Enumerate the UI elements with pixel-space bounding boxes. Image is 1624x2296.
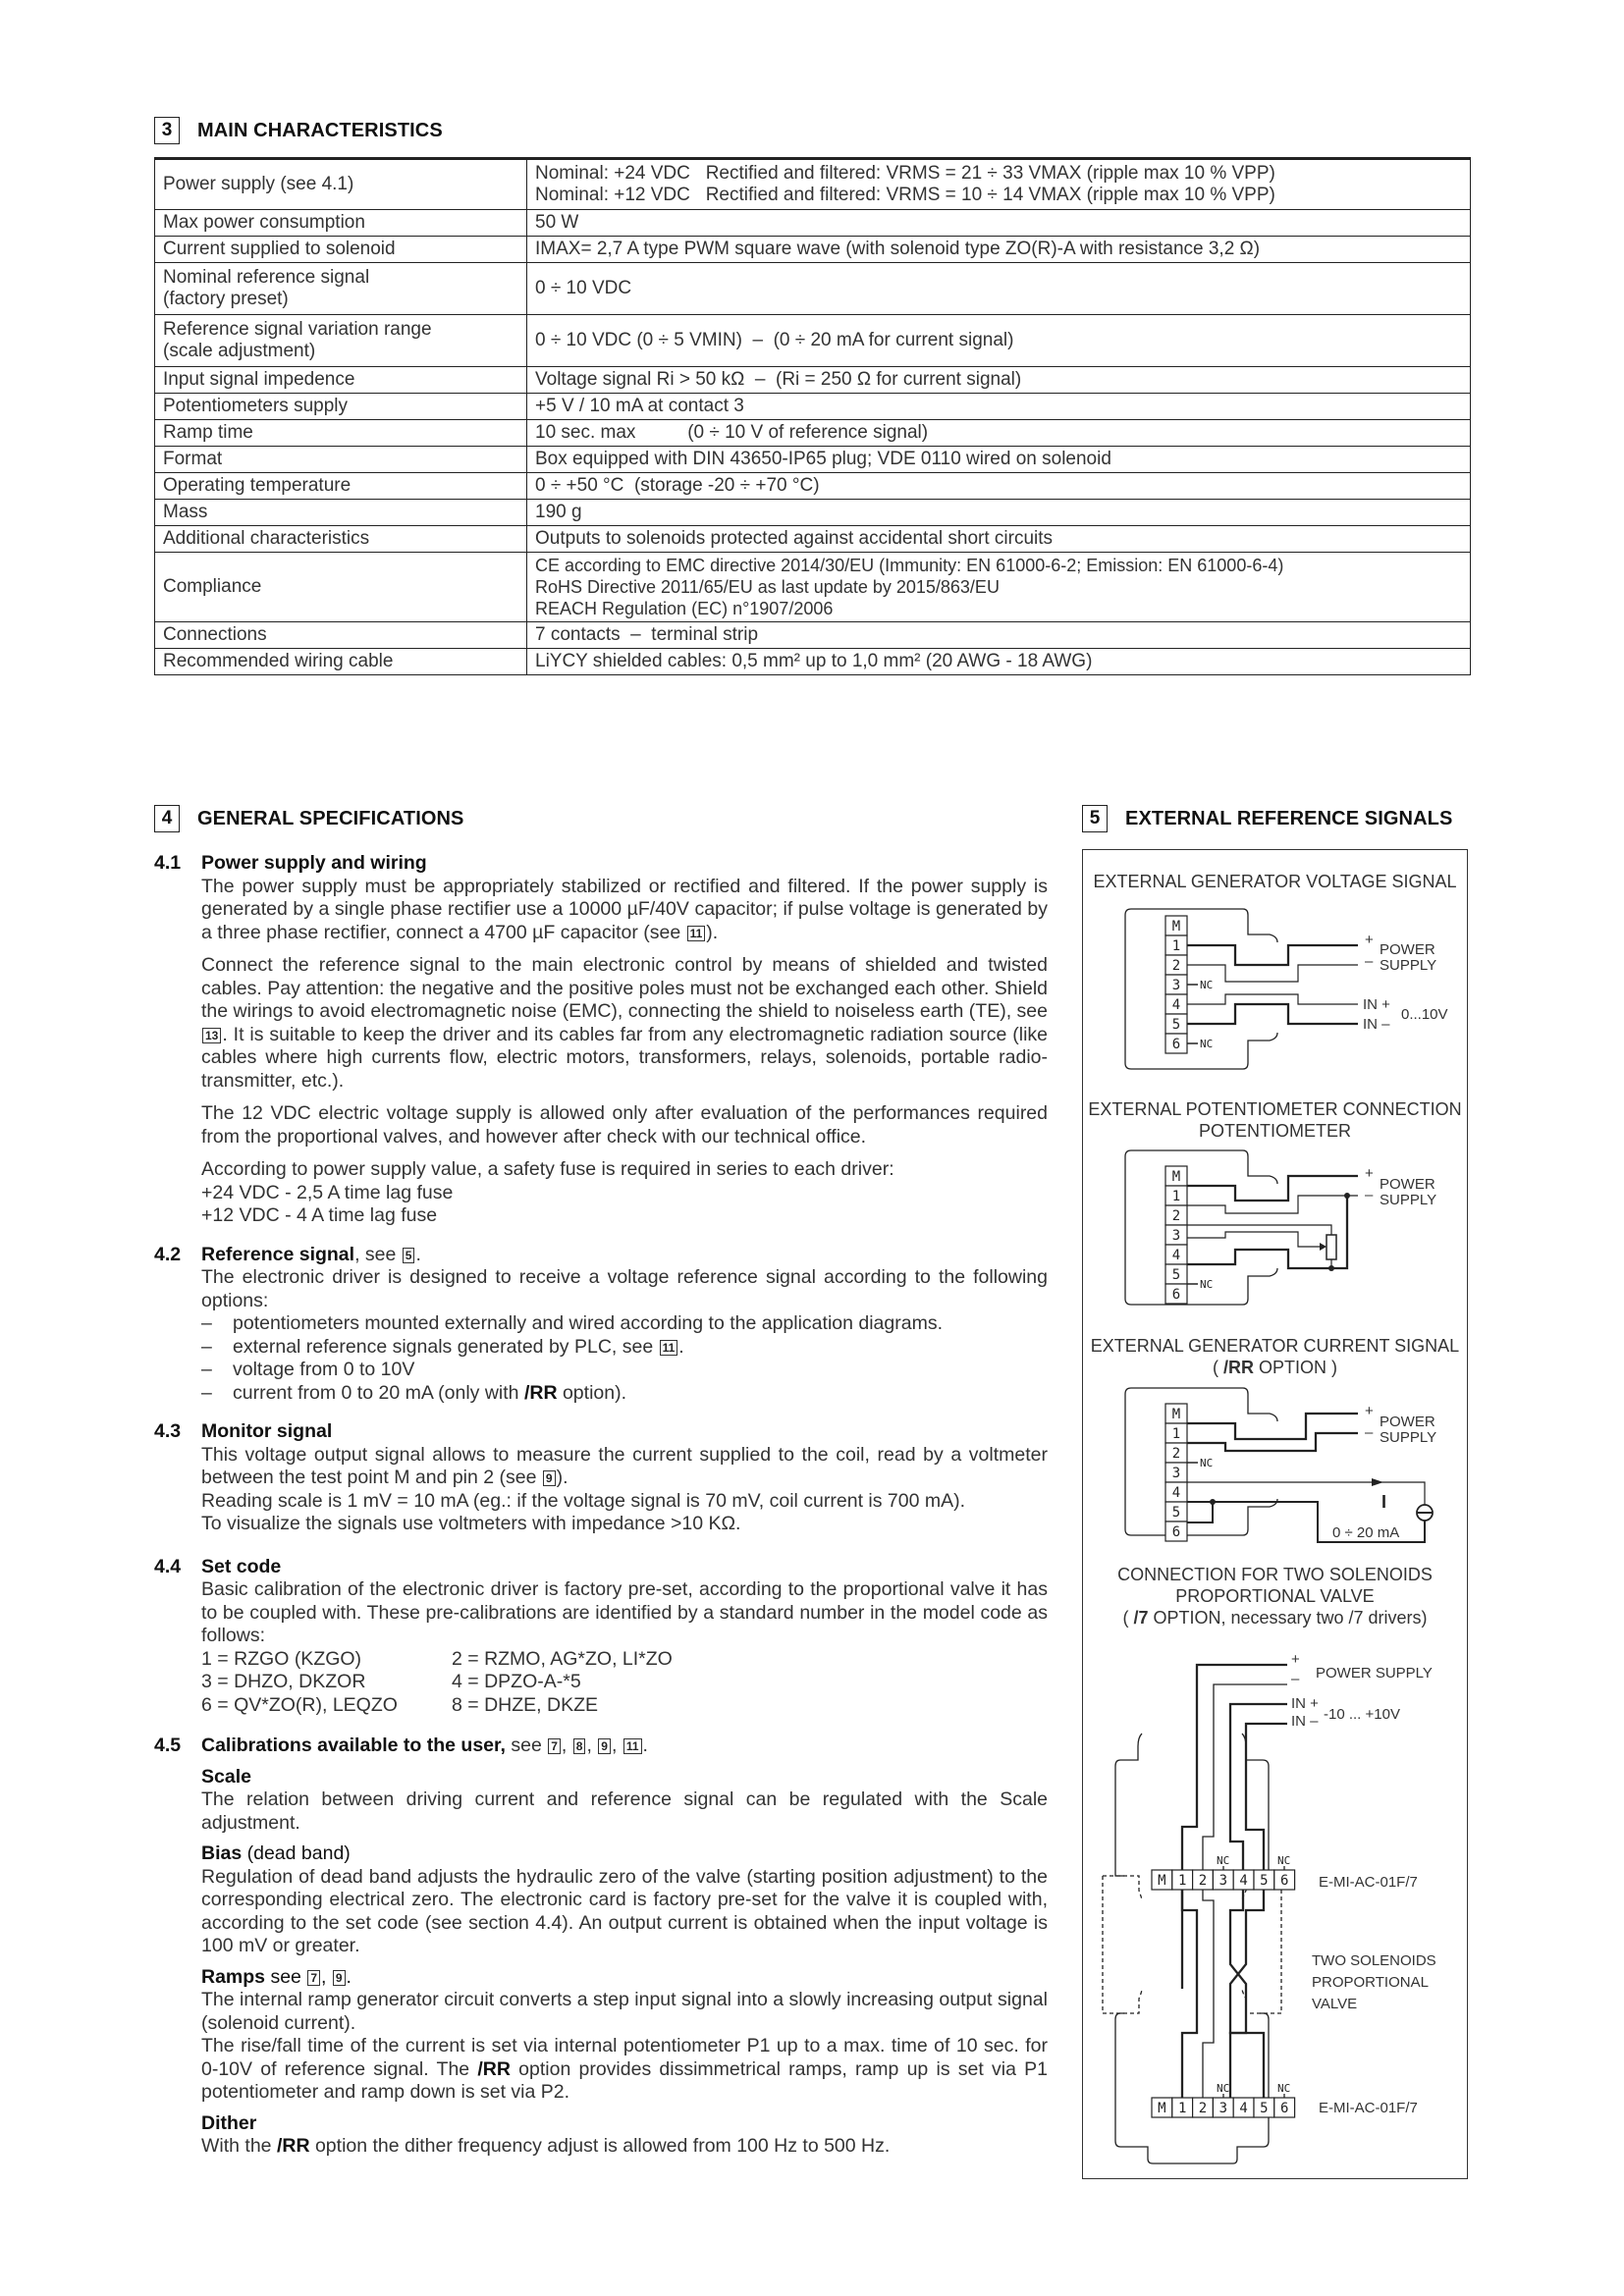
spec-key: Format <box>155 447 527 473</box>
diagram-label: + <box>1291 1651 1300 1668</box>
paragraph: The 12 VDC electric voltage supply is allowed only after evaluation of the performances required from the proportional valves, and however after check with our technical office. <box>201 1102 1048 1148</box>
spec-value <box>527 473 1471 500</box>
spec-value <box>527 263 1471 315</box>
pin-label: 4 <box>1171 1248 1181 1263</box>
spec-value <box>527 315 1471 367</box>
set-code: 1 = RZGO (KZGO) <box>201 1647 362 1670</box>
valve-label: VALVE <box>1312 1996 1358 2012</box>
main-characteristics-table <box>154 157 1471 675</box>
subsection-4-5: 4.5 Calibrations available to the user, see 7 , 8 , 9 , 11 . Scale The relation between driving current and reference signal can be regulated with the Scale adjustment. Bias (dead band) Regulation of dead band adjusts the hydraulic zero of the valve (starting position adjustment) to the corresponding electrical zero. The electronic card is factory pre-set for the valve it is coupled with, according to the set code (see section 4.4). An output current is obtained when the input voltage is 100 mV or greater. Ramps see 7 , 9 . The internal ramp generator circuit converts a step input signal into a slowly increasing output signal (solenoid current). The rise/fall time of the current is set via internal potentiometer P1 up to a max. time of 10 sec. for 0-10V of reference signal. The /RR option provides dissimmetrical ramps, ramp up is set via P1 potentiometer and ramp down is set via P2. Dither With the /RR option the dither frequency adjust is allowed from 100 Hz to 500 Hz. <box>154 1735 1048 2157</box>
subsection-4-4 <box>154 1556 1048 1718</box>
section-ref-link[interactable]: 9 <box>333 1970 346 1986</box>
diagram-label: IN – <box>1291 1713 1319 1730</box>
voltage-signal-wiring-diagram <box>1083 899 1469 1086</box>
section-4-header <box>154 805 464 832</box>
diagram-label: + <box>1365 1403 1374 1419</box>
diagram-label: POWER <box>1380 1414 1435 1430</box>
section-ref-link[interactable]: 11 <box>660 1340 678 1356</box>
set-code: 6 = QV*ZO(R), LEQZO <box>201 1693 398 1716</box>
pin-label: M <box>1171 1407 1181 1422</box>
pin-label: 1 <box>1171 1426 1181 1442</box>
section-ref-link[interactable]: 5 <box>403 1248 415 1263</box>
diagram-label: NC <box>1200 1457 1214 1469</box>
spec-value <box>527 649 1471 675</box>
paragraph: The electronic driver is designed to receive a voltage reference signal according to the following options: <box>201 1266 1048 1311</box>
section-3-header <box>154 117 443 144</box>
diagram-label: SUPPLY <box>1380 1429 1437 1446</box>
paragraph: Basic calibration of the electronic driver is factory pre-set, according to the proportional valve it has to be coupled with. These pre-calibrations are identified by a standard number in the model code as follows: <box>201 1578 1048 1646</box>
diagram-label: 0 ÷ 20 mA <box>1332 1524 1400 1541</box>
pin-label: 2 <box>1171 1446 1181 1462</box>
wire-pin1 <box>1187 945 1358 965</box>
subsection-number: 4.5 <box>154 1735 182 1756</box>
spec-value-line: Voltage signal Ri > 50 kΩ – (Ri = 250 Ω for current signal) <box>535 369 1022 390</box>
spec-value <box>527 553 1471 622</box>
pin-label: 6 <box>1171 1287 1181 1303</box>
pin-label: 3 <box>1171 978 1181 993</box>
pin-label: 3 <box>1171 1228 1181 1244</box>
spec-value-line: Nominal: +12 VDC Rectified and filtered: VRMS = 10 ÷ 14 VMAX (ripple max 10 % VPP) <box>535 185 1275 205</box>
wire-pin5 <box>1187 1004 1358 1024</box>
in-plus-label: IN + <box>1363 996 1390 1013</box>
plus-sign: + <box>1365 932 1374 948</box>
spec-key: Ramp time <box>155 420 527 447</box>
diagram-label: – <box>1365 1187 1374 1203</box>
junction-dot <box>1210 1499 1216 1505</box>
fuse-line: +24 VDC - 2,5 A time lag fuse <box>201 1181 454 1203</box>
pin-label: 6 <box>1279 2101 1289 2116</box>
spec-value-line: 10 sec. max (0 ÷ 10 V of reference signal) <box>535 422 929 443</box>
table-row <box>155 394 1471 420</box>
spec-value-line: 0 ÷ 10 VDC (0 ÷ 5 VMIN) – (0 ÷ 20 mA for current signal) <box>535 330 1014 350</box>
diagram-label: NC <box>1217 2082 1230 2095</box>
subsection-title: Set code <box>201 1555 282 1577</box>
section-ref-link[interactable]: 13 <box>202 1028 221 1043</box>
pin-label: 6 <box>1171 1037 1181 1052</box>
in-minus-label: IN – <box>1363 1016 1390 1033</box>
diagram-title: CONNECTION FOR TWO SOLENOIDS <box>1117 1565 1433 1584</box>
section-ref-link[interactable]: 11 <box>623 1738 642 1754</box>
spec-value <box>527 367 1471 394</box>
diagram-label: IN + <box>1291 1695 1319 1712</box>
section-ref-link[interactable]: 8 <box>573 1738 586 1754</box>
diagram-title: EXTERNAL POTENTIOMETER CONNECTION <box>1088 1099 1462 1119</box>
section-ref-link[interactable]: 11 <box>687 926 706 941</box>
set-code: 4 = DPZO-A-*5 <box>452 1671 581 1692</box>
two-solenoids-wiring-diagram <box>1083 1630 1469 2180</box>
paragraph: The power supply must be appropriately stabilized or rectified and filtered. If the power supply is generated by a single phase rectifier use a 10000 µF/40V capacitor; if pulse voltage is generated by a three phase rectifier, connect a 4700 µF capacitor (see 11 ). <box>201 875 1048 943</box>
table-row <box>155 649 1471 675</box>
diagram-label: NC <box>1217 1854 1230 1867</box>
general-specifications <box>154 852 1048 2159</box>
set-code-list <box>201 1648 1048 1718</box>
spec-key: Current supplied to solenoid <box>155 237 527 263</box>
current-direction-arrow-icon <box>1372 1478 1383 1486</box>
connector-code-label: E-MI-AC-01F/7 <box>1319 2100 1418 2116</box>
spec-key: Max power consumption <box>155 210 527 237</box>
diagram-label: -10 ... +10V <box>1324 1706 1400 1723</box>
spec-value-line: 190 g <box>535 502 582 522</box>
spec-key: Potentiometers supply <box>155 394 527 420</box>
diagram-subtitle: PROPORTIONAL VALVE <box>1175 1586 1375 1606</box>
diagram-label: + <box>1365 1165 1374 1182</box>
diagram-title: EXTERNAL GENERATOR CURRENT SIGNAL <box>1090 1336 1460 1356</box>
wire-pin4 <box>1187 994 1358 1004</box>
valve-label: TWO SOLENOIDS <box>1312 1952 1436 1969</box>
valve-label: PROPORTIONAL <box>1312 1974 1429 1991</box>
pin-label: 1 <box>1177 1873 1187 1889</box>
spec-value <box>527 500 1471 526</box>
subsection-number: 4.2 <box>154 1243 182 1265</box>
minus-sign: – <box>1365 953 1374 970</box>
supply-label: SUPPLY <box>1380 957 1437 974</box>
diagram-label: – <box>1365 1424 1374 1441</box>
diagram-subtitle: ( /RR OPTION ) <box>1213 1358 1337 1377</box>
current-symbol: I <box>1381 1492 1387 1512</box>
spec-value-line: 0 ÷ 10 VDC <box>535 278 632 298</box>
pin-label: M <box>1171 1169 1181 1185</box>
spec-key: Nominal reference signal (factory preset) <box>155 263 527 315</box>
section-number-badge: 4 <box>154 805 180 832</box>
diagram-label: NC <box>1277 2082 1291 2095</box>
paragraph: Reading scale is 1 mV = 10 mA (eg.: if the voltage signal is 70 mV, coil current is 700 mA). <box>201 1489 966 1512</box>
pin-label: 1 <box>1171 1189 1181 1204</box>
power-supply-label: POWER SUPPLY <box>1316 1665 1433 1682</box>
paragraph: This voltage output signal allows to measure the current supplied to the coil, read by a voltmeter between the test point M and pin 2 (see 9 ). <box>201 1443 1048 1488</box>
section-ref-link[interactable]: 9 <box>598 1738 611 1754</box>
spec-value <box>527 237 1471 263</box>
spec-value-line: 7 contacts – terminal strip <box>535 624 759 645</box>
pin-label: 5 <box>1171 1505 1181 1521</box>
pin-label: M <box>1158 1873 1166 1889</box>
connector-code-label: E-MI-AC-01F/7 <box>1319 1874 1418 1891</box>
scale-heading: Scale <box>201 1765 251 1788</box>
spec-value <box>527 210 1471 237</box>
subsection-4-2: 4.2 Reference signal, see 5 . The electronic driver is designed to receive a voltage reference signal according to the following options: – potentiometers mounted externally and wired according to the application diagrams. – external reference signals generated by PLC, see 11 . – voltage from 0 to 10V – current from 0 to 20 mA (only with /RR option). <box>154 1243 1048 1404</box>
subsection-title: Calibrations available to the user, <box>201 1735 506 1756</box>
spec-value <box>527 394 1471 420</box>
connector-housing-top <box>1125 909 1277 942</box>
subsection-title: Power supply and wiring <box>201 852 427 874</box>
diagram-subtitle: ( /7 OPTION, necessary two /7 drivers) <box>1122 1608 1428 1628</box>
section-title: GENERAL SPECIFICATIONS <box>197 807 464 829</box>
subsection-number: 4.4 <box>154 1555 182 1577</box>
spec-key: Additional characteristics <box>155 526 527 553</box>
potentiometer-wiring-diagram <box>1083 1145 1469 1311</box>
pin-label: M <box>1171 919 1181 934</box>
ramps-heading: Ramps see 7 , 9 . <box>201 1965 352 1988</box>
section-ref-link[interactable]: 7 <box>307 1970 320 1986</box>
table-row <box>155 500 1471 526</box>
dither-heading: Dither <box>201 2111 257 2134</box>
section-ref-link[interactable]: 7 <box>548 1738 561 1754</box>
pin-label: 4 <box>1239 2101 1248 2116</box>
pin-label: 2 <box>1198 1873 1208 1889</box>
spec-value-line: 50 W <box>535 212 579 233</box>
junction-dot <box>1328 1265 1334 1271</box>
pin-label: 4 <box>1239 1873 1248 1889</box>
diagram-label: SUPPLY <box>1380 1192 1437 1208</box>
table-row <box>155 553 1471 622</box>
spec-key: Power supply (see 4.1) <box>155 159 527 210</box>
section-5-header <box>1082 805 1452 832</box>
spec-value <box>527 159 1471 210</box>
nc-label: NC <box>1200 1278 1214 1291</box>
set-code: 2 = RZMO, AG*ZO, LI*ZO <box>452 1647 673 1670</box>
spec-value-line: REACH Regulation (EC) n°1907/2006 <box>535 599 834 618</box>
nc-label: NC <box>1200 1038 1214 1050</box>
pin-label: 2 <box>1171 1208 1181 1224</box>
paragraph: The internal ramp generator circuit converts a step input signal into a slowly increasing output signal (solenoid current). <box>201 1989 1048 2034</box>
spec-value-line: 0 ÷ +50 °C (storage -20 ÷ +70 °C) <box>535 475 820 496</box>
pin-label: 5 <box>1171 1267 1181 1283</box>
spec-value-line: Box equipped with DIN 43650-IP65 plug; VDE 0110 wired on solenoid <box>535 449 1111 469</box>
spec-value-line: LiYCY shielded cables: 0,5 mm² up to 1,0 mm² (20 AWG - 18 AWG) <box>535 651 1093 671</box>
spec-key: Reference signal variation range (scale adjustment) <box>155 315 527 367</box>
table-row <box>155 622 1471 649</box>
table-row <box>155 420 1471 447</box>
pin-label: 4 <box>1171 1485 1181 1501</box>
section-number-badge: 3 <box>154 117 180 144</box>
table-row <box>155 526 1471 553</box>
pin-label: 3 <box>1171 1466 1181 1481</box>
spec-value-line: Outputs to solenoids protected against accidental short circuits <box>535 528 1054 549</box>
range-label: 0...10V <box>1401 1006 1448 1023</box>
pin-label: 6 <box>1279 1873 1289 1889</box>
pin-label: 3 <box>1218 1873 1228 1889</box>
subsection-number: 4.3 <box>154 1420 182 1442</box>
table-row <box>155 237 1471 263</box>
pin-label: M <box>1158 2101 1166 2116</box>
set-code: 8 = DHZE, DKZE <box>452 1693 598 1716</box>
current-signal-wiring-diagram <box>1083 1382 1469 1549</box>
pin-label: 5 <box>1260 1873 1269 1889</box>
subsection-title: Monitor signal <box>201 1420 333 1442</box>
subsection-4-1 <box>154 852 1048 1228</box>
diagram-title: EXTERNAL GENERATOR VOLTAGE SIGNAL <box>1093 872 1457 891</box>
pin-label: 6 <box>1171 1524 1181 1540</box>
paragraph: With the /RR option the dither frequency adjust is allowed from 100 Hz to 500 Hz. <box>201 2135 891 2157</box>
spec-key: Input signal impedence <box>155 367 527 394</box>
table-row <box>155 159 1471 210</box>
spec-key: Recommended wiring cable <box>155 649 527 675</box>
spec-value-line: CE according to EMC directive 2014/30/EU (Immunity: EN 61000-6-2; Emission: EN 61000-6-4) <box>535 556 1284 575</box>
pin-label: 3 <box>1218 2101 1228 2116</box>
subsection-number: 4.1 <box>154 852 182 874</box>
paragraph: Regulation of dead band adjusts the hydraulic zero of the valve (starting position adjustment) to the corresponding electrical zero. The electronic card is factory pre-set for the valve it is coupled with, according to the set code (see section 4.4). An output current is obtained when the input voltage is 100 mV or greater. <box>201 1865 1048 1956</box>
fuse-line: +12 VDC - 4 A time lag fuse <box>201 1204 438 1226</box>
pin-label: 4 <box>1171 997 1181 1013</box>
paragraph: To visualize the signals use voltmeters with impedance >10 KΩ. <box>201 1513 741 1534</box>
spec-value-line: IMAX= 2,7 A type PWM square wave (with solenoid type ZO(R)-A with resistance 3,2 Ω) <box>535 239 1261 259</box>
spec-value <box>527 447 1471 473</box>
pin-label: 2 <box>1198 2101 1208 2116</box>
power-label: POWER <box>1380 941 1435 958</box>
spec-key: Mass <box>155 500 527 526</box>
spec-key: Operating temperature <box>155 473 527 500</box>
section-title: MAIN CHARACTERISTICS <box>197 119 443 141</box>
pin-label: 1 <box>1171 938 1181 954</box>
section-ref-link[interactable]: 9 <box>543 1470 556 1486</box>
spec-key: Compliance <box>155 553 527 622</box>
list-item: – external reference signals generated by PLC, see 11 . <box>201 1335 684 1358</box>
external-reference-signals-box <box>1082 849 1468 2179</box>
table-row <box>155 315 1471 367</box>
see-text: , see <box>354 1243 402 1265</box>
table-row <box>155 367 1471 394</box>
paragraph: According to power supply value, a safety fuse is required in series to each driver: <box>201 1158 894 1180</box>
list-item: – potentiometers mounted externally and wired according to the application diagrams. <box>201 1312 943 1334</box>
spec-value-line: RoHS Directive 2011/65/EU as last update by 2015/863/EU <box>535 577 1000 597</box>
paragraph: The rise/fall time of the current is set via internal potentiometer P1 up to a max. time of 10 sec. for 0-10V of reference signal. The /RR option provides dissimmetrical ramps, ramp up is set via P1 potentiometer and ramp down is set via P2. <box>201 2035 1048 2103</box>
section-number-badge: 5 <box>1082 805 1108 832</box>
subsection-4-3 <box>154 1420 1048 1536</box>
diagram-label: POWER <box>1380 1176 1435 1193</box>
pin-label: 1 <box>1177 2101 1187 2116</box>
spec-key: Connections <box>155 622 527 649</box>
pin-label: 5 <box>1260 2101 1269 2116</box>
set-code: 3 = DHZO, DKZOR <box>201 1671 366 1692</box>
nc-label: NC <box>1200 979 1214 991</box>
table-row <box>155 210 1471 237</box>
potentiometer-resistor <box>1326 1235 1336 1259</box>
junction-dot <box>1344 1193 1350 1199</box>
pin-label: 2 <box>1171 958 1181 974</box>
spec-value-line: +5 V / 10 mA at contact 3 <box>535 396 744 416</box>
diagram-subtitle: POTENTIOMETER <box>1198 1121 1351 1141</box>
subsection-title: Reference signal <box>201 1243 355 1265</box>
paragraph: Connect the reference signal to the main electronic control by means of shielded and twisted cables. Pay attention: the negative and the positive poles must not be exchanged each other. Shield the wirings to avoid electromagnetic noise (EMC), connecting the shield to noiseless earth (TE), see 13 . It is suitable to keep the driver and its cables far from any electromagnetic radiation source (like cables where high currents flow, electric motors, transformers, relays, solenoids, portable radio-transmitter, etc.). <box>201 954 1048 1092</box>
spec-value <box>527 526 1471 553</box>
table-row <box>155 473 1471 500</box>
bias-heading: Bias (dead band) <box>201 1842 351 1864</box>
pin-label: 5 <box>1171 1017 1181 1033</box>
spec-value <box>527 622 1471 649</box>
diagram-label: – <box>1291 1671 1300 1687</box>
diagram-label: NC <box>1277 1854 1291 1867</box>
section-title: EXTERNAL REFERENCE SIGNALS <box>1125 807 1453 829</box>
list-item: – voltage from 0 to 10V <box>201 1359 415 1380</box>
spec-value <box>527 420 1471 447</box>
table-row <box>155 263 1471 315</box>
paragraph: The relation between driving current and reference signal can be regulated with the Scale adjustment. <box>201 1789 1048 1834</box>
spec-value-line: Nominal: +24 VDC Rectified and filtered: VRMS = 21 ÷ 33 VMAX (ripple max 10 % VPP) <box>535 163 1275 184</box>
wiper-arrow-icon <box>1320 1243 1326 1251</box>
table-row <box>155 447 1471 473</box>
list-item: – current from 0 to 20 mA (only with /RR option). <box>201 1381 627 1404</box>
